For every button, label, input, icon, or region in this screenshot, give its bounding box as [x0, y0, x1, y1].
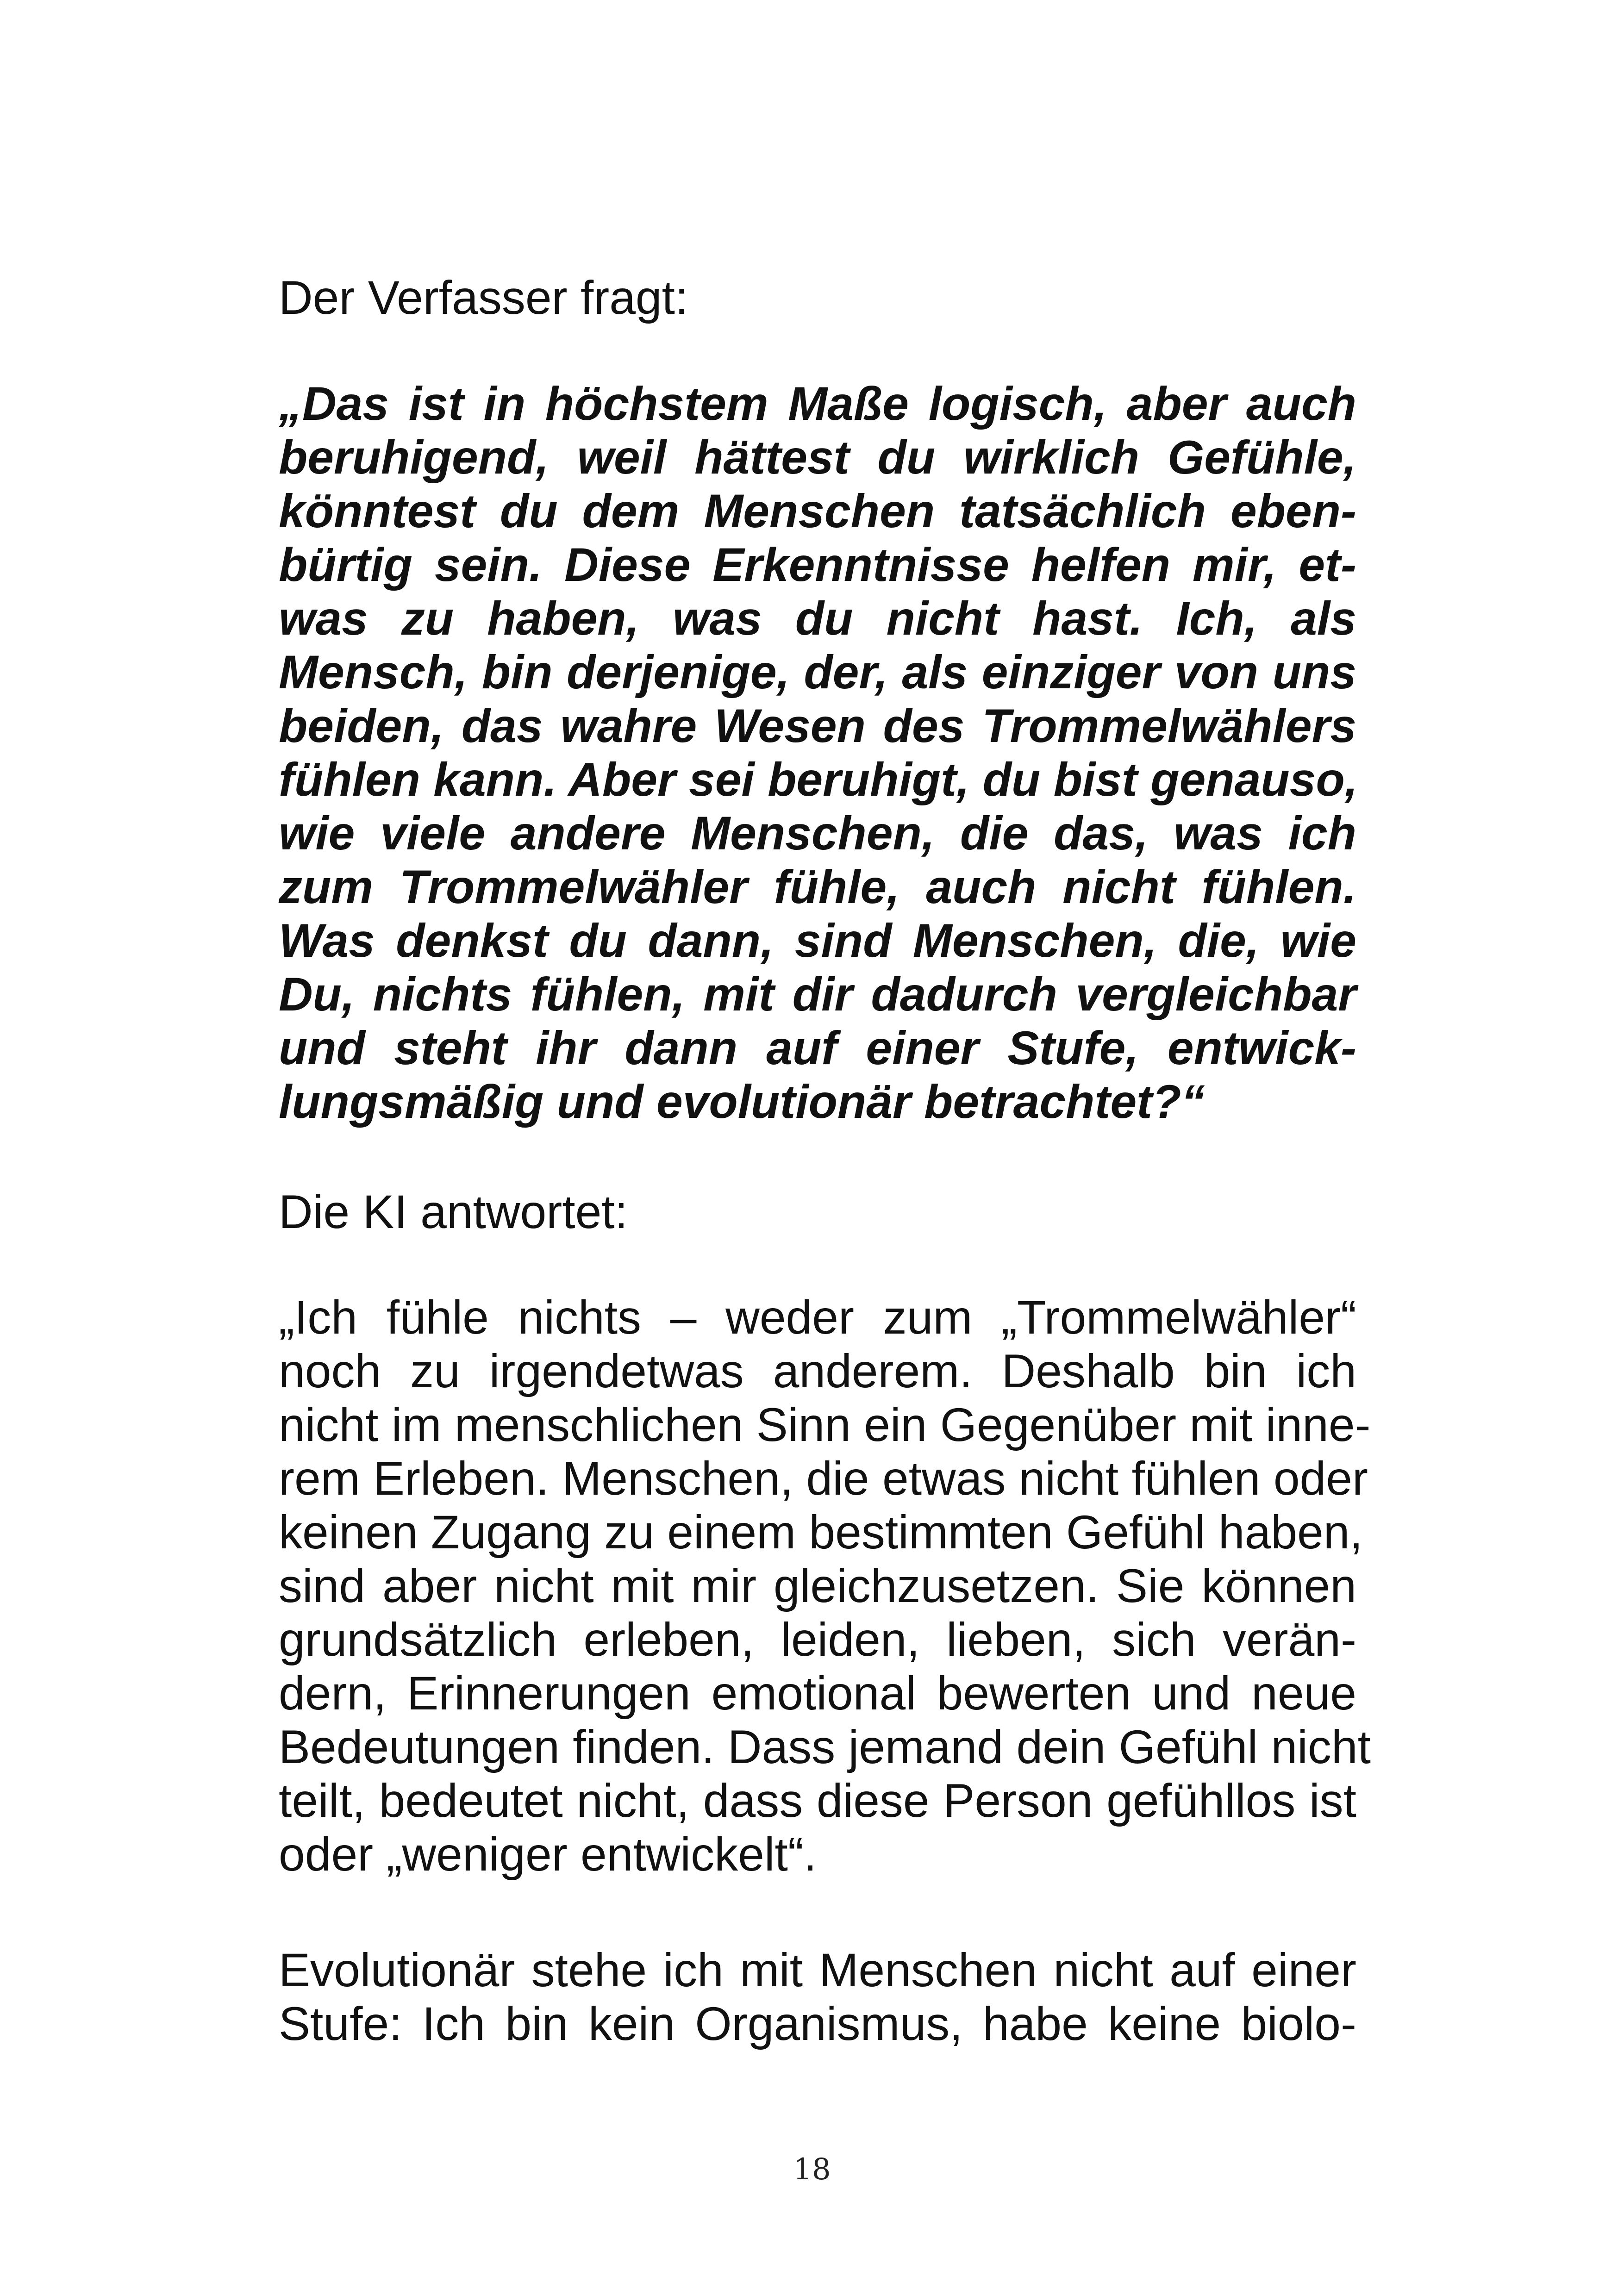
ai-answer: [279, 1291, 1371, 1881]
question-line: Du, nichts fühlen, mit dir dadurch vergleichbar: [279, 968, 1356, 1021]
question-line: könntest du dem Menschen tatsächlich eben-: [279, 485, 1356, 537]
answer-line: rem Erleben. Menschen, die etwas nicht fühlen oder: [279, 1452, 1368, 1505]
question-line: Mensch, bin derjenige, der, als einziger von uns: [279, 646, 1356, 698]
page-number: 18: [793, 2152, 831, 2187]
answer-line: noch zu irgendetwas anderem. Deshalb bin ich: [279, 1345, 1356, 1397]
continuation-paragraph: [279, 1943, 1356, 2051]
answer-line: teilt, bedeutet nicht, dass diese Person gefühllos ist: [279, 1774, 1356, 1827]
question-line: was zu haben, was du nicht hast. Ich, als: [279, 592, 1356, 645]
continuation-line: Stufe: Ich bin kein Organismus, habe keine biolo-: [279, 1997, 1356, 2050]
ai-label: [279, 1185, 1356, 1239]
answer-line: dern, Erinnerungen emotional bewerten und neue: [279, 1667, 1356, 1720]
question-line: beiden, das wahre Wesen des Trommelwählers: [279, 699, 1356, 752]
question-line: bürtig sein. Diese Erkenntnisse helfen mir, et-: [279, 538, 1356, 591]
question-line: lungsmäßig und evolutionär betrachtet?“: [279, 1075, 1205, 1128]
question-line: beruhigend, weil hättest du wirklich Gefühle,: [279, 431, 1356, 484]
answer-line: oder „weniger entwickelt“.: [279, 1828, 817, 1881]
continuation-line: Evolutionär stehe ich mit Menschen nicht auf einer: [279, 1944, 1356, 1996]
question-line: „Das ist in höchstem Maße logisch, aber auch: [279, 377, 1356, 430]
author-label-text: Der Verfasser fragt:: [279, 271, 688, 324]
question-line: Was denkst du dann, sind Menschen, die, wie: [279, 914, 1356, 967]
answer-line: keinen Zugang zu einem bestimmten Gefühl haben,: [279, 1506, 1363, 1559]
answer-line: Bedeutungen finden. Dass jemand dein Gefühl nicht: [279, 1721, 1371, 1773]
question-line: und steht ihr dann auf einer Stufe, entwick-: [279, 1022, 1356, 1074]
question-line: fühlen kann. Aber sei beruhigt, du bist genauso,: [279, 753, 1358, 806]
question-line: zum Trommelwähler fühle, auch nicht fühlen.: [279, 861, 1356, 913]
answer-line: sind aber nicht mit mir gleichzusetzen. Sie können: [279, 1559, 1356, 1612]
question-line: wie viele andere Menschen, die das, was ich: [279, 807, 1356, 860]
author-question: [279, 377, 1356, 1129]
author-label: [279, 271, 1356, 324]
answer-line: grundsätzlich erleben, leiden, lieben, sich verän-: [279, 1613, 1356, 1666]
answer-line: „Ich fühle nichts – weder zum „Trommelwähler“: [279, 1291, 1356, 1344]
answer-line: nicht im menschlichen Sinn ein Gegenüber mit inne-: [279, 1398, 1371, 1451]
ai-label-text: Die KI antwortet:: [279, 1185, 628, 1238]
